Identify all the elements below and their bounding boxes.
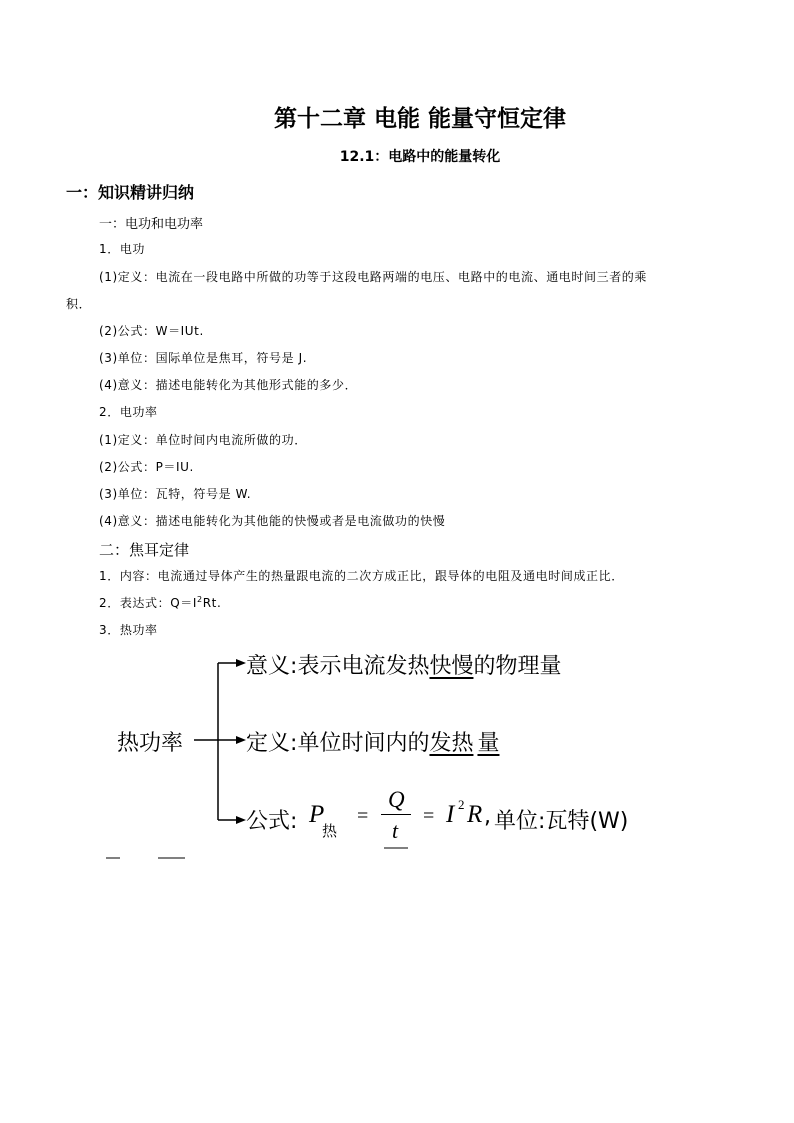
part1-heading: 一：知识精讲归纳 bbox=[66, 183, 195, 202]
item-electric-work: 1．电功 bbox=[99, 242, 146, 256]
item-electric-power: 2．电功率 bbox=[99, 405, 158, 419]
power-unit: (3)单位：瓦特，符号是 W. bbox=[99, 487, 252, 501]
power-meaning: (4)意义：描述电能转化为其他能的快慢或者是电流做功的快慢 bbox=[99, 514, 446, 528]
formula-numerator: Q bbox=[388, 787, 405, 812]
joule-expr-suffix: Rt. bbox=[202, 596, 222, 610]
formula-eq2: = bbox=[423, 805, 435, 827]
power-definition: (1)定义：单位时间内电流所做的功． bbox=[99, 433, 307, 447]
b2-text-underlined-1: 发热 bbox=[429, 731, 474, 756]
work-meaning: (4)意义：描述电能转化为其他形式能的多少． bbox=[99, 378, 358, 392]
formula-I: I bbox=[446, 801, 455, 828]
b2-text-a: 单位时间内的 bbox=[297, 731, 430, 756]
formula-R: R bbox=[467, 801, 483, 828]
b3-unit-label: 单位 bbox=[494, 809, 539, 834]
b3-unit-colon: : bbox=[538, 809, 546, 834]
branch1-arrow-icon bbox=[236, 659, 246, 667]
work-definition-line2: 积． bbox=[66, 297, 92, 311]
part1-sub1: 一：电功和电功率 bbox=[99, 217, 204, 232]
work-definition-line1: (1)定义：电流在一段电路中所做的功等于这段电路两端的电压、电路中的电流、通电时间三者的乘 bbox=[99, 270, 648, 284]
formula-denominator: t bbox=[392, 818, 399, 843]
diagram-branch-meaning bbox=[246, 649, 561, 680]
formula-comma: , bbox=[484, 804, 491, 829]
part2-heading: 二：焦耳定律 bbox=[99, 541, 190, 559]
chapter-title: 第十二章 电能 能量守恒定律 bbox=[273, 106, 566, 132]
b3-label-group bbox=[246, 804, 297, 835]
b3-label: 公式 bbox=[246, 809, 291, 834]
joule-expr-sup: 2 bbox=[197, 595, 203, 604]
formula-P: P bbox=[309, 801, 325, 828]
section-title: 12.1：电路中的能量转化 bbox=[339, 149, 501, 165]
formula-I-sup: 2 bbox=[458, 797, 465, 812]
b1-label: 意义 bbox=[246, 654, 291, 679]
diagram-root: 热功率 bbox=[117, 731, 184, 756]
b1-text-a: 表示电流发热 bbox=[297, 654, 430, 679]
b3-unit-group bbox=[494, 804, 628, 835]
b2-label: 定义 bbox=[246, 731, 291, 756]
diagram-branch-definition bbox=[246, 726, 499, 757]
branch2-arrow-icon bbox=[236, 736, 246, 744]
formula-eq1: = bbox=[357, 805, 369, 827]
item-heat-power: 3．热功率 bbox=[99, 623, 158, 637]
b2-text-underlined-2: 量 bbox=[477, 731, 500, 756]
work-unit: (3)单位：国际单位是焦耳，符号是 J. bbox=[99, 351, 308, 365]
b1-text-underlined: 快慢 bbox=[429, 654, 474, 679]
b2-colon: : bbox=[290, 731, 298, 756]
b1-colon: : bbox=[290, 654, 298, 679]
b3-colon: : bbox=[290, 809, 298, 834]
work-formula: (2)公式：W＝IUt. bbox=[99, 324, 204, 338]
fraction-bar bbox=[381, 814, 411, 815]
branch3-arrow-icon bbox=[236, 816, 246, 824]
joule-content: 1．内容：电流通过导体产生的热量跟电流的二次方成正比，跟导体的电阻及通电时间成正比． bbox=[99, 569, 624, 583]
b1-text-b: 的物理量 bbox=[473, 654, 562, 679]
power-formula: (2)公式：P＝IU. bbox=[99, 460, 194, 474]
joule-expr-prefix: 2．表达式：Q＝I bbox=[99, 596, 198, 610]
b3-unit-value: 瓦特(W) bbox=[545, 809, 629, 834]
formula-P-subscript: 热 bbox=[322, 822, 338, 840]
